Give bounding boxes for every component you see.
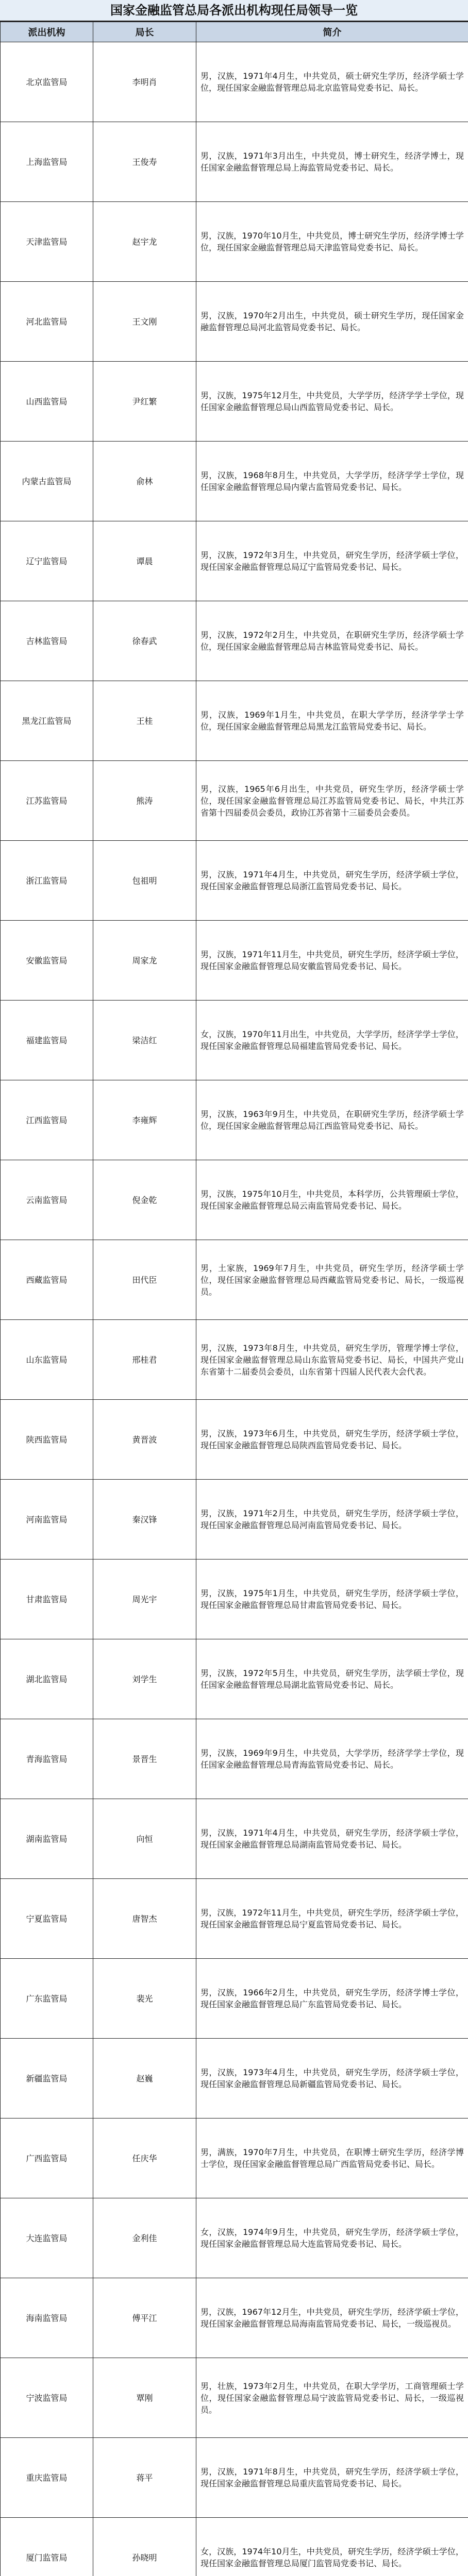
table-row [1,2119,468,2198]
leader-name: 倪金乾 [93,1160,196,1240]
leader-name: 景晋生 [93,1719,196,1799]
org-cell: 湖南监管局 [1,1799,93,1879]
org-cell: 天津监管局 [1,202,93,282]
org-cell: 浙江监管局 [1,841,93,921]
leader-name: 王文刚 [93,282,196,362]
table-body [1,42,468,2576]
leader-name: 王桂 [93,681,196,761]
leader-name: 尹红繁 [93,362,196,442]
header-name: 局长 [93,22,196,42]
leader-name: 向恒 [93,1799,196,1879]
org-cell: 云南监管局 [1,1160,93,1240]
bio-cell: 男，壮族，1973年2月生，中共党员，在职大学学历，工商管理硕士学位，现任国家金融监督管理总局宁波监管局党委书记、局长，一级巡视员。 [196,2358,468,2438]
leader-name: 赵巍 [93,2039,196,2119]
table-row [1,202,468,282]
org-cell: 北京监管局 [1,42,93,122]
org-cell: 辽宁监管局 [1,521,93,601]
header-bio: 简介 [196,22,468,42]
table-row [1,1001,468,1080]
org-cell: 广东监管局 [1,1959,93,2039]
org-cell: 厦门监管局 [1,2518,93,2576]
org-cell: 江西监管局 [1,1080,93,1160]
leader-name: 裴光 [93,1959,196,2039]
bio-cell: 女，汉族，1974年10月生，中共党员，研究生学历，经济学硕士学位，现任国家金融监督管理总局厦门监管局党委书记、局长。 [196,2518,468,2576]
bio-cell: 男，汉族，1969年9月生，中共党员，大学学历，经济学学士学位，现任国家金融监督管理总局青海监管局党委书记、局长。 [196,1719,468,1799]
leader-name: 赵宇龙 [93,202,196,282]
table-row [1,521,468,601]
table-row [1,601,468,681]
leader-name: 李雍辉 [93,1080,196,1160]
bio-cell: 男，汉族，1975年10月生，中共党员，本科学历，公共管理硕士学位，现任国家金融监督管理总局云南监管局党委书记、局长。 [196,1160,468,1240]
leader-name: 孙晓明 [93,2518,196,2576]
table-row [1,1400,468,1480]
org-cell: 宁波监管局 [1,2358,93,2438]
table-row [1,282,468,362]
leader-name: 刘学生 [93,1639,196,1719]
table-row [1,1160,468,1240]
leader-name: 傅平江 [93,2278,196,2358]
page-title: 国家金融监管总局各派出机构现任局领导一览 [0,0,468,22]
org-cell: 青海监管局 [1,1719,93,1799]
header-row [1,22,468,42]
bio-cell: 男，汉族，1970年10月生，中共党员，博士研究生学历，经济学博士学位，现任国家金融监督管理总局天津监管局党委书记、局长。 [196,202,468,282]
org-cell: 重庆监管局 [1,2438,93,2518]
table-row [1,1480,468,1560]
org-cell: 新疆监管局 [1,2039,93,2119]
bio-cell: 男，汉族，1972年2月生，中共党员，在职研究生学历，经济学硕士学位，现任国家金融监督管理总局吉林监管局党委书记、局长。 [196,601,468,681]
bio-cell: 男，汉族，1972年5月生，中共党员，研究生学历，法学硕士学位，现任国家金融监督管理总局湖北监管局党委书记、局长。 [196,1639,468,1719]
table-row [1,2438,468,2518]
table-row [1,2518,468,2576]
leaders-table [0,22,468,2576]
leader-name: 王俊寿 [93,122,196,202]
bio-cell: 男，汉族，1973年8月生，中共党员，研究生学历，管理学博士学位，现任国家金融监督管理总局山东监管局党委书记、局长，中国共产党山东省第十二届委员会委员，山东省第十四届人民代表大会代表。 [196,1320,468,1400]
table-row [1,42,468,122]
leader-name: 秦汉锋 [93,1480,196,1560]
bio-cell: 女，汉族，1974年9月生，中共党员，研究生学历，经济学硕士学位，现任国家金融监督管理总局大连监管局党委书记、局长。 [196,2198,468,2278]
bio-cell: 男，汉族，1966年2月生，中共党员，研究生学历，经济学博士学位，现任国家金融监督管理总局广东监管局党委书记、局长。 [196,1959,468,2039]
table-row [1,1560,468,1639]
leader-name: 田代臣 [93,1240,196,1320]
table-row [1,2039,468,2119]
leader-name: 唐智杰 [93,1879,196,1959]
org-cell: 安徽监管局 [1,921,93,1001]
table-row [1,2278,468,2358]
leader-name: 俞林 [93,442,196,521]
org-cell: 江苏监管局 [1,761,93,841]
table-row [1,442,468,521]
org-cell: 吉林监管局 [1,601,93,681]
org-cell: 西藏监管局 [1,1240,93,1320]
bio-cell: 男，汉族，1971年4月生，中共党员，研究生学历，经济学硕士学位，现任国家金融监督管理总局浙江监管局党委书记、局长。 [196,841,468,921]
leader-name: 覃刚 [93,2358,196,2438]
table-row [1,362,468,442]
leader-name: 熊涛 [93,761,196,841]
bio-cell: 男，汉族，1973年4月生，中共党员，研究生学历，经济学硕士学位，现任国家金融监督管理总局新疆监管局党委书记、局长。 [196,2039,468,2119]
header-org: 派出机构 [1,22,93,42]
table-row [1,1959,468,2039]
org-cell: 河北监管局 [1,282,93,362]
leader-name: 包祖明 [93,841,196,921]
table-row [1,122,468,202]
bio-cell: 男，汉族，1973年6月生，中共党员，研究生学历，经济学硕士学位，现任国家金融监督管理总局陕西监管局党委书记、局长。 [196,1400,468,1480]
leader-name: 蒋平 [93,2438,196,2518]
bio-cell: 男，汉族，1971年8月生，中共党员，研究生学历，经济学硕士学位，现任国家金融监督管理总局重庆监管局党委书记、局长。 [196,2438,468,2518]
org-cell: 河南监管局 [1,1480,93,1560]
leader-name: 黄晋波 [93,1400,196,1480]
bio-cell: 女，汉族，1970年11月出生，中共党员，大学学历，经济学学士学位，现任国家金融监督管理总局福建监管局党委书记、局长。 [196,1001,468,1080]
org-cell: 山东监管局 [1,1320,93,1400]
table-row [1,1320,468,1400]
leader-name: 邢桂君 [93,1320,196,1400]
org-cell: 宁夏监管局 [1,1879,93,1959]
leader-name: 梁洁红 [93,1001,196,1080]
org-cell: 湖北监管局 [1,1639,93,1719]
bio-cell: 男，汉族，1972年3月生，中共党员，研究生学历，经济学硕士学位，现任国家金融监督管理总局辽宁监管局党委书记、局长。 [196,521,468,601]
leader-name: 徐春武 [93,601,196,681]
bio-cell: 男，汉族，1975年1月生，中共党员，研究生学历，经济学硕士学位，现任国家金融监督管理总局甘肃监管局党委书记、局长。 [196,1560,468,1639]
bio-cell: 男，土家族，1969年7月生，中共党员，研究生学历，经济学硕士学位，现任国家金融监督管理总局西藏监管局党委书记、局长，一级巡视员。 [196,1240,468,1320]
table-row [1,841,468,921]
bio-cell: 男，汉族，1975年12月生，中共党员，大学学历，经济学学士学位，现任国家金融监督管理总局山西监管局党委书记、局长。 [196,362,468,442]
bio-cell: 男，汉族，1968年8月生，中共党员，大学学历，经济学学士学位，现任国家金融监督管理总局内蒙古监管局党委书记、局长。 [196,442,468,521]
bio-cell: 男，汉族，1969年1月生，中共党员，在职大学学历，经济学学士学位，现任国家金融监督管理总局黑龙江监管局党委书记、局长。 [196,681,468,761]
org-cell: 山西监管局 [1,362,93,442]
table-row [1,1879,468,1959]
org-cell: 黑龙江监管局 [1,681,93,761]
bio-cell: 男，汉族，1965年6月出生，中共党员，研究生学历，经济学硕士学位，现任国家金融监督管理总局江苏监管局党委书记、局长，中共江苏省第十四届委员会委员，政协江苏省第十三届委员会委员。 [196,761,468,841]
org-cell: 广西监管局 [1,2119,93,2198]
org-cell: 陕西监管局 [1,1400,93,1480]
table-row [1,1080,468,1160]
bio-cell: 男，满族，1970年7月生，中共党员，在职博士研究生学历，经济学博士学位，现任国家金融监督管理总局广西监管局党委书记、局长。 [196,2119,468,2198]
bio-cell: 男，汉族，1971年11月生，中共党员，研究生学历，经济学硕士学位，现任国家金融监督管理总局安徽监管局党委书记、局长。 [196,921,468,1001]
bio-cell: 男，汉族，1971年2月生，中共党员，研究生学历，经济学硕士学位，现任国家金融监督管理总局河南监管局党委书记、局长。 [196,1480,468,1560]
table-row [1,921,468,1001]
table-row [1,2358,468,2438]
leader-name: 周家龙 [93,921,196,1001]
leader-name: 任庆华 [93,2119,196,2198]
org-cell: 内蒙古监管局 [1,442,93,521]
table-row [1,1639,468,1719]
table-row [1,1799,468,1879]
leader-name: 金利佳 [93,2198,196,2278]
table-row [1,681,468,761]
table-row [1,1240,468,1320]
org-cell: 海南监管局 [1,2278,93,2358]
table-row [1,2198,468,2278]
bio-cell: 男，汉族，1970年2月出生，中共党员，硕士研究生学历，现任国家金融监督管理总局河北监管局党委书记、局长。 [196,282,468,362]
org-cell: 上海监管局 [1,122,93,202]
table-row [1,1719,468,1799]
bio-cell: 男，汉族，1971年3月出生，中共党员，博士研究生，经济学博士，现任国家金融监督管理总局上海监管局党委书记、局长。 [196,122,468,202]
bio-cell: 男，汉族，1971年4月生，中共党员，硕士研究生学历，经济学硕士学位，现任国家金融监督管理总局北京监管局党委书记、局长。 [196,42,468,122]
bio-cell: 男，汉族，1963年9月生，中共党员，在职研究生学历，经济学硕士学位，现任国家金融监督管理总局江西监管局党委书记、局长。 [196,1080,468,1160]
leader-name: 周光宇 [93,1560,196,1639]
leader-name: 李明肖 [93,42,196,122]
bio-cell: 男，汉族，1971年4月生，中共党员，研究生学历，经济学硕士学位，现任国家金融监督管理总局湖南监管局党委书记、局长。 [196,1799,468,1879]
bio-cell: 男，汉族，1972年11月生，中共党员，研究生学历，经济学硕士学位，现任国家金融监督管理总局宁夏监管局党委书记、局长。 [196,1879,468,1959]
bio-cell: 男，汉族，1967年12月生，中共党员，研究生学历，经济学硕士学位，现任国家金融监督管理总局海南监管局党委书记、局长，一级巡视员。 [196,2278,468,2358]
org-cell: 大连监管局 [1,2198,93,2278]
table-header [1,22,468,42]
org-cell: 甘肃监管局 [1,1560,93,1639]
leader-name: 谭晨 [93,521,196,601]
table-row [1,761,468,841]
org-cell: 福建监管局 [1,1001,93,1080]
